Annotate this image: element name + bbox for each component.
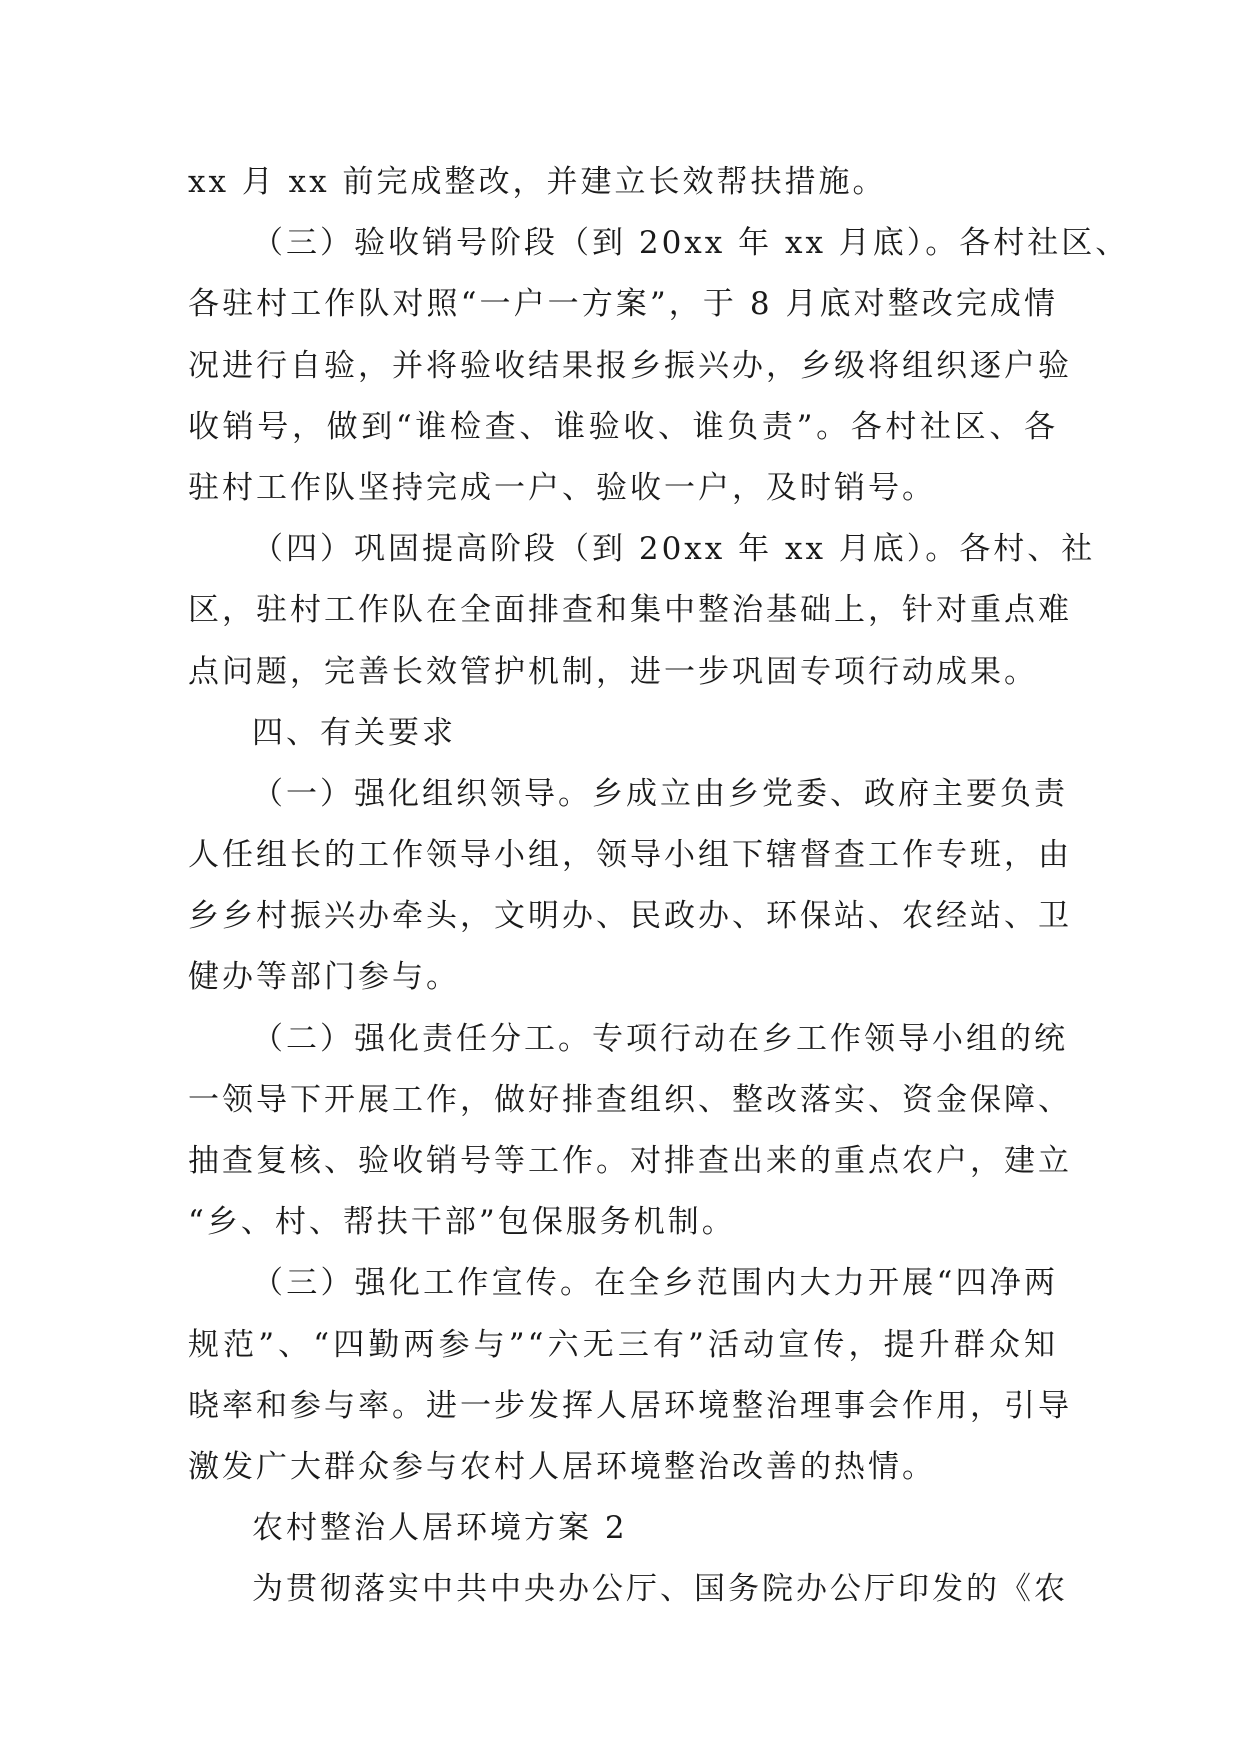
text-line: 点问题，完善长效管护机制，进一步巩固专项行动成果。	[188, 653, 1038, 690]
text-line: （三）验收销号阶段（到 20xx 年 xx 月底）。各村社区、	[252, 225, 1130, 262]
text-line: 抽查复核、验收销号等工作。对排查出来的重点农户，建立	[188, 1143, 1072, 1179]
text-line: 农村整治人居环境方案 2	[252, 1510, 628, 1547]
text-line: 驻村工作队坚持完成一户、验收一户，及时销号。	[188, 469, 936, 506]
text-line: “乡、村、帮扶干部”包保服务机制。	[188, 1204, 736, 1241]
text-line: 区，驻村工作队在全面排查和集中整治基础上，针对重点难	[188, 592, 1072, 629]
text-line: 四、有关要求	[252, 714, 456, 751]
text-line: 健办等部门参与。	[188, 959, 460, 996]
text-line: 收销号，做到“谁检查、谁验收、谁负责”。各村社区、各	[188, 408, 1058, 445]
text-line: 各驻村工作队对照“一户一方案”，于 8 月底对整改完成情	[188, 286, 1058, 323]
text-line: 乡乡村振兴办牵头，文明办、民政办、环保站、农经站、卫	[188, 898, 1072, 935]
text-line: （三）强化工作宣传。在全乡范围内大力开展“四净两	[252, 1265, 1058, 1302]
text-line: 为贯彻落实中共中央办公厅、国务院办公厅印发的《农	[252, 1571, 1068, 1608]
text-line: xx 月 xx 前完成整改，并建立长效帮扶措施。	[188, 164, 887, 200]
text-line: 一领导下开展工作，做好排查组织、整改落实、资金保障、	[188, 1081, 1072, 1118]
text-line: 况进行自验，并将验收结果报乡振兴办，乡级将组织逐户验	[188, 347, 1072, 384]
text-line: 人任组长的工作领导小组，领导小组下辖督查工作专班，由	[188, 837, 1072, 874]
text-line: （二）强化责任分工。专项行动在乡工作领导小组的统	[252, 1020, 1068, 1057]
text-line: （一）强化组织领导。乡成立由乡党委、政府主要负责	[252, 775, 1068, 812]
text-line: （四）巩固提高阶段（到 20xx 年 xx 月底）。各村、社	[252, 531, 1096, 568]
document-body	[188, 152, 1130, 1621]
text-line: 规范”、“四勤两参与”“六无三有”活动宣传，提升群众知	[188, 1326, 1058, 1363]
text-line: 晓率和参与率。进一步发挥人居环境整治理事会作用，引导	[188, 1387, 1072, 1424]
text-line: 激发广大群众参与农村人居环境整治改善的热情。	[188, 1448, 936, 1485]
